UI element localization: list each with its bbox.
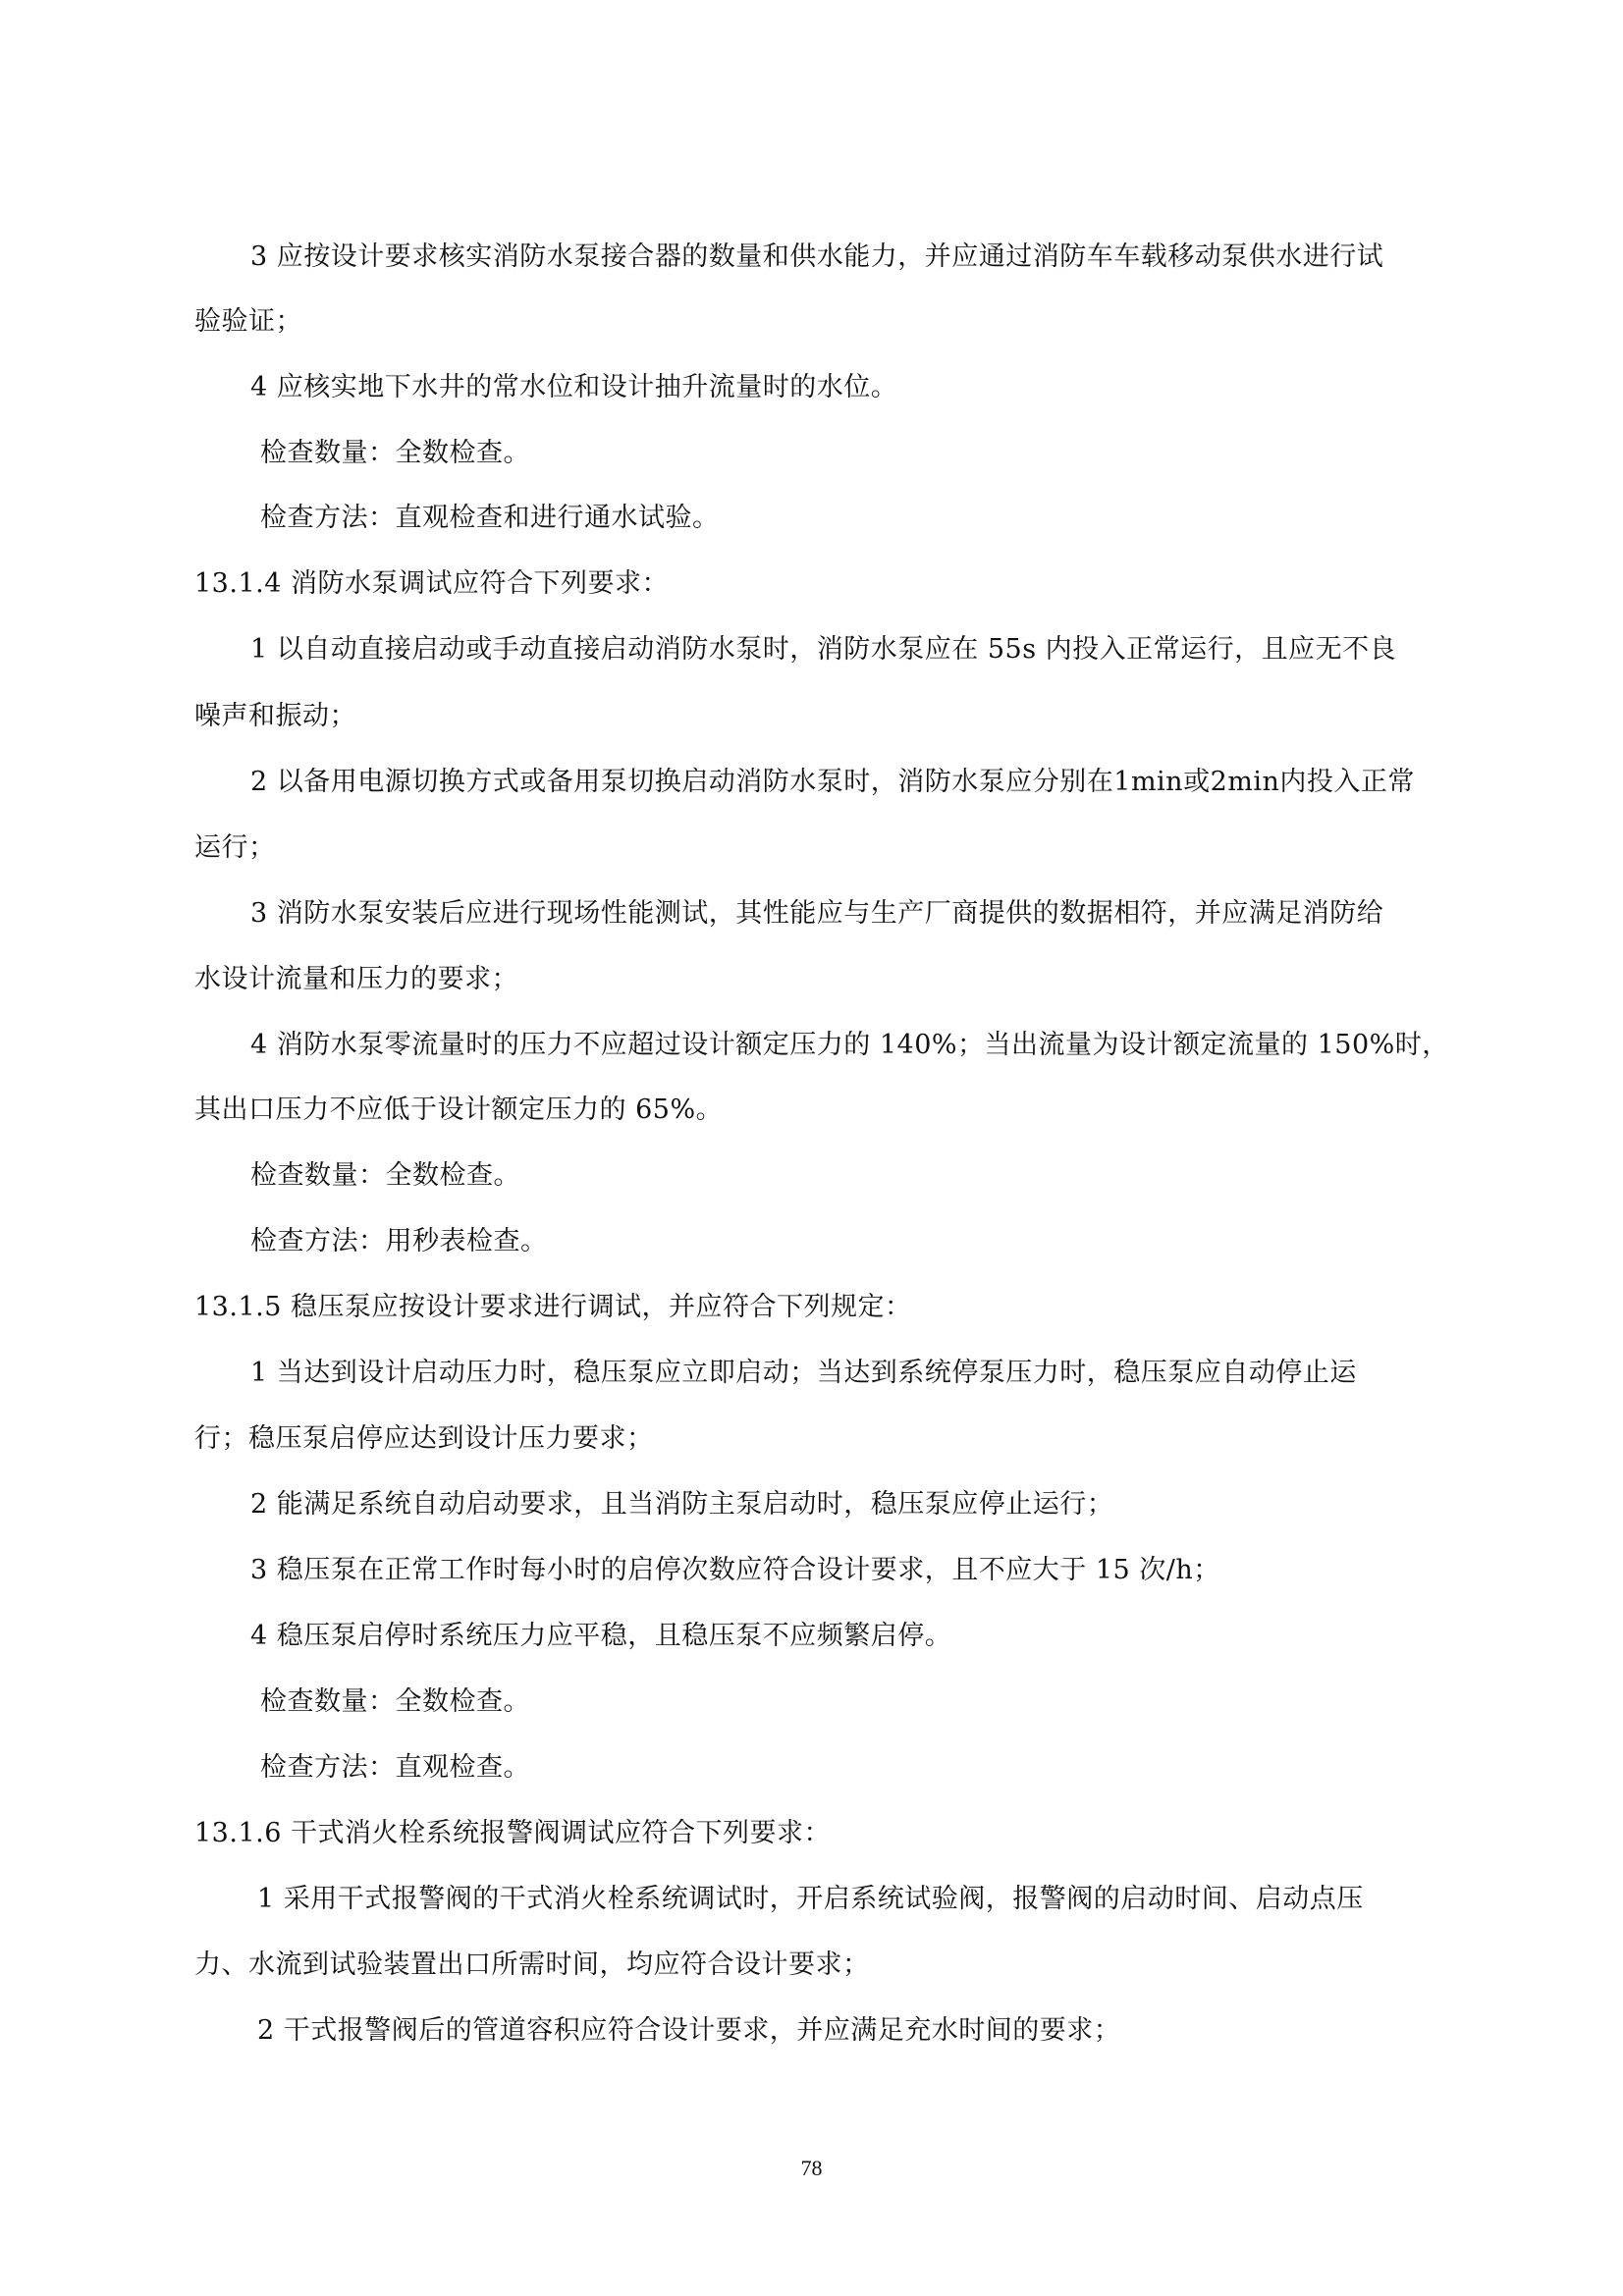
check-quantity: 检查数量：全数检查。 [250, 1160, 520, 1191]
item-4-line: 4 应核实地下水井的常水位和设计抽升流量时的水位。 [250, 372, 898, 402]
clause-13-1-6-item-1-line-2: 力、水流到试验装置出口所需时间，均应符合设计要求； [194, 1949, 870, 1980]
clause-13-1-4-item-2-line-2: 运行； [194, 832, 276, 863]
clause-13-1-5-item-1-line-2: 行；稳压泵启停应达到设计压力要求； [194, 1423, 654, 1454]
clause-13-1-4-item-1-line-2: 噪声和振动； [194, 701, 356, 731]
clause-13-1-5-item-3: 3 稳压泵在正常工作时每小时的启停次数应符合设计要求，且不应大于 15 次/h； [250, 1555, 1220, 1585]
clause-13-1-4-item-3-line-2: 水设计流量和压力的要求； [194, 964, 518, 994]
clause-heading-13-1-5: 13.1.5 稳压泵应按设计要求进行调试，并应符合下列规定： [194, 1292, 912, 1322]
clause-13-1-5-item-4: 4 稳压泵启停时系统压力应平稳，且稳压泵不应频繁启停。 [250, 1621, 952, 1651]
item-3-line-1: 3 应按设计要求核实消防水泵接合器的数量和供水能力，并应通过消防车车载移动泵供水进行试 [250, 241, 1384, 272]
clause-13-1-5-item-2: 2 能满足系统自动启动要求，且当消防主泵启动时，稳压泵应停止运行； [250, 1489, 1114, 1520]
check-method: 检查方法：直观检查。 [260, 1752, 530, 1783]
clause-13-1-4-item-4-line-2: 其出口压力不应低于设计额定压力的 65%。 [194, 1095, 724, 1125]
clause-heading-13-1-4: 13.1.4 消防水泵调试应符合下列要求： [194, 568, 669, 599]
clause-13-1-4-item-2-line-1: 2 以备用电源切换方式或备用泵切换启动消防水泵时，消防水泵应分别在1min或2min内投入正常 [250, 767, 1415, 797]
check-quantity: 检查数量：全数检查。 [260, 1686, 530, 1717]
check-quantity: 检查数量：全数检查。 [260, 438, 530, 468]
clause-13-1-4-item-1-line-1: 1 以自动直接启动或手动直接启动消防水泵时，消防水泵应在 55s 内投入正常运行，且应无不良 [250, 634, 1397, 665]
clause-13-1-4-item-4-line-1: 4 消防水泵零流量时的压力不应超过设计额定压力的 140%；当出流量为设计额定流量的 150%时， [250, 1030, 1449, 1060]
check-method: 检查方法：用秒表检查。 [250, 1226, 548, 1256]
check-method: 检查方法：直观检查和进行通水试验。 [260, 503, 720, 533]
clause-13-1-6-item-1-line-1: 1 采用干式报警阀的干式消火栓系统调试时，开启系统试验阀，报警阀的启动时间、启动点压 [257, 1884, 1364, 1914]
clause-13-1-4-item-3-line-1: 3 消防水泵安装后应进行现场性能测试，其性能应与生产厂商提供的数据相符，并应满足消防给 [250, 898, 1384, 929]
clause-13-1-6-item-2: 2 干式报警阀后的管道容积应符合设计要求，并应满足充水时间的要求； [257, 2015, 1121, 2046]
clause-13-1-5-item-1-line-1: 1 当达到设计启动压力时，稳压泵应立即启动；当达到系统停泵压力时，稳压泵应自动停止运 [250, 1358, 1357, 1388]
clause-heading-13-1-6: 13.1.6 干式消火栓系统报警阀调试应符合下列要求： [194, 1818, 831, 1848]
item-3-line-2: 验验证； [194, 306, 302, 337]
page-number: 78 [800, 2156, 823, 2180]
